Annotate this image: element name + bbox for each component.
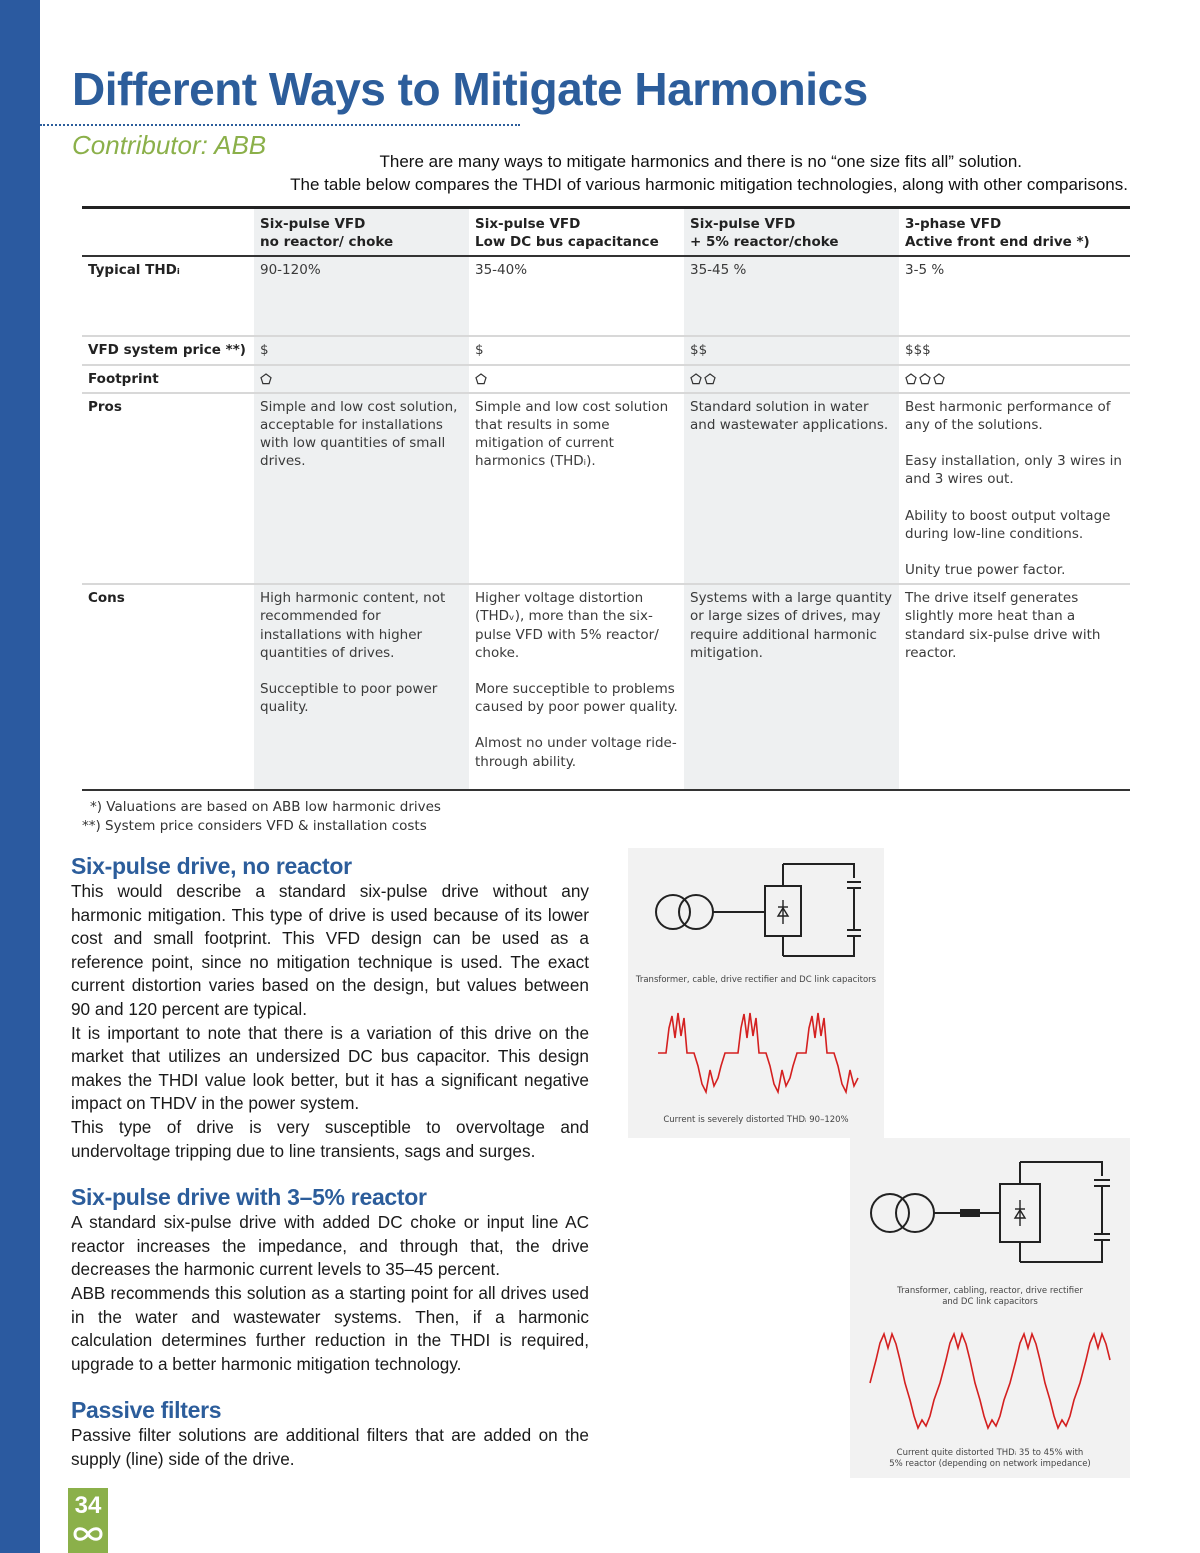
title-dotted-rule: [40, 124, 520, 126]
table-header-empty: [82, 209, 254, 255]
column-header: Six-pulse VFD Low DC bus capacitance: [475, 216, 659, 251]
footprint-icons: [475, 373, 487, 385]
table-cell: $: [475, 342, 484, 359]
column-header: 3-phase VFD Active front end drive *): [905, 216, 1090, 251]
cell-paragraph: Simple and low cost solution, acceptable for installations with low quantities of small drives.: [260, 398, 458, 470]
figure-caption: Current quite distorted THDᵢ 35 to 45% with: [896, 1448, 1084, 1458]
cell-paragraph: Succeptible to poor power quality.: [260, 681, 438, 716]
table-cell: $$: [684, 337, 899, 363]
body-paragraph: A standard six-pulse drive with added DC choke or input line AC reactor increases the impedance, and through that, the drive decreases the harmonic current levels to 35–45 percent.: [71, 1212, 589, 1280]
section-no-reactor: [71, 852, 589, 1163]
footprint-icons: [905, 373, 945, 385]
table-cell: [469, 366, 684, 392]
row-label: Typical THDᵢ: [88, 262, 180, 279]
figure-caption: Transformer, cable, drive rectifier and DC link capacitors: [635, 975, 877, 985]
column-header: Six-pulse VFD + 5% reactor/choke: [684, 209, 899, 255]
pentagon-icon: [475, 373, 487, 385]
table-cell: [469, 585, 684, 789]
distorted-current-waveform: [870, 1334, 1110, 1428]
section-heading: Passive filters: [71, 1397, 222, 1424]
page-title: Different Ways to Mitigate Harmonics: [72, 63, 868, 115]
table-cell: [684, 394, 899, 583]
row-footprint: [82, 366, 1130, 394]
intro-line-2: The table below compares the THDI of various harmonic mitigation technologies, along with other comparisons.: [290, 175, 1128, 194]
footprint-icons: [260, 373, 272, 385]
pentagon-icon: [260, 373, 272, 385]
table-cell: [254, 394, 469, 583]
table-cell: [254, 585, 469, 789]
body-paragraph: This would describe a standard six-pulse drive without any harmonic mitigation. This type of drive is used because of its lower cost and small footprint. This VFD design can be used as a reference point, since no mitigation technique is used. The exact current distortion varies based on the design, but values between 90 and 120 percent are typical.: [71, 881, 589, 1019]
body-paragraph: This type of drive is very susceptible to overvoltage and undervoltage tripping due to line transients, sags and surges.: [71, 1116, 589, 1161]
cell-paragraph: Unity true power factor.: [905, 562, 1066, 579]
column-header: Six-pulse VFD no reactor/ choke: [254, 209, 469, 255]
figure-caption: 5% reactor (depending on network impedance): [889, 1459, 1091, 1469]
cell-paragraph: More succeptible to problems caused by poor power quality.: [475, 681, 678, 716]
table-cell: 35-45 %: [684, 257, 899, 335]
table-cell: [899, 394, 1130, 583]
table-cell: 3-5 %: [905, 262, 945, 279]
body-text-column: [71, 852, 589, 1491]
table-cell: [469, 394, 684, 583]
table-cell: $$$: [905, 342, 931, 359]
section-heading: Six-pulse drive, no reactor: [71, 853, 352, 879]
section-heading: Six-pulse drive with 3–5% reactor: [71, 1184, 427, 1211]
figure-six-pulse-no-reactor: [628, 848, 884, 1138]
reactor-icon: [960, 1209, 980, 1217]
figure-caption: Transformer, cabling, reactor, drive rectifier: [897, 1286, 1083, 1296]
body-paragraph: ABB recommends this solution as a starting point for all drives used in the water and wastewater systems. Then, if a harmonic calculation determines further reduction in the THDI is required, upgrade to a better harmonic mitigation technology.: [71, 1282, 589, 1374]
cell-paragraph: Ability to boost output voltage during low-line conditions.: [905, 507, 1111, 542]
cell-paragraph: The drive itself generates slightly more heat than a standard six-pulse drive with reactor.: [905, 590, 1101, 661]
row-label: Pros: [88, 398, 122, 415]
footnote-1: *) Valuations are based on ABB low harmonic drives: [90, 799, 441, 815]
row-system-price: [82, 337, 1130, 365]
cell-paragraph: Systems with a large quantity or large sizes of drives, may require additional harmonic mitigation.: [690, 590, 892, 661]
page-number: 34: [74, 1492, 102, 1519]
distorted-current-waveform: [658, 1013, 858, 1092]
contributor-line: Contributor: ABB: [72, 130, 267, 160]
cell-paragraph: Higher voltage distortion (THDᵥ), more than the six-pulse VFD with 5% reactor/ choke.: [475, 590, 659, 661]
table-cell: [254, 366, 469, 392]
table-cell: [899, 585, 1130, 789]
table-footnotes: [82, 798, 441, 836]
section-passive-filters: [71, 1396, 589, 1471]
table-cell: [684, 585, 899, 789]
row-label: VFD system price **): [88, 342, 246, 359]
table-cell: 90-120%: [254, 257, 469, 335]
body-paragraph: It is important to note that there is a variation of this drive on the market that utilizes an undersized DC bus capacitor. This design makes the THDI value look better, but it has a significant negative impact on THDV in the power system.: [71, 1022, 589, 1114]
pentagon-icon: [933, 373, 945, 385]
table-cell: [684, 366, 899, 392]
cell-paragraph: Almost no under voltage ride-through ability.: [475, 735, 677, 770]
comparison-table: [82, 206, 1130, 791]
table-cell: $: [254, 337, 469, 363]
row-typical-thd: [82, 257, 1130, 337]
circuit-diagram-no-reactor: [628, 848, 884, 1138]
figure-caption: Current is severely distorted THDᵢ 90–120%: [663, 1115, 849, 1125]
pentagon-icon: [919, 373, 931, 385]
figure-caption: and DC link capacitors: [942, 1297, 1038, 1307]
table-header-row: [82, 209, 1130, 257]
cell-paragraph: High harmonic content, not recommended for installations with higher quantities of drives.: [260, 590, 446, 661]
circuit-diagram-with-reactor: [850, 1138, 1130, 1478]
row-cons: [82, 585, 1130, 791]
table-cell: 35-40%: [475, 262, 528, 279]
footprint-icons: [690, 373, 716, 385]
pentagon-icon: [690, 373, 702, 385]
body-paragraph: Passive filter solutions are additional filters that are added on the supply (line) side of the drive.: [71, 1425, 589, 1469]
page-number-badge: [68, 1488, 108, 1553]
infinity-icon: [72, 1524, 104, 1544]
cell-paragraph: Best harmonic performance of any of the solutions.: [905, 398, 1111, 434]
left-sidebar-band: [0, 0, 40, 1553]
cell-paragraph: Standard solution in water and wastewater applications.: [690, 398, 889, 434]
pentagon-icon: [905, 373, 917, 385]
figure-six-pulse-with-reactor: [850, 1138, 1130, 1478]
table-cell: [899, 366, 1130, 392]
section-with-reactor: [71, 1183, 589, 1376]
row-label: Footprint: [88, 370, 159, 387]
cell-paragraph: Easy installation, only 3 wires in and 3 wires out.: [905, 453, 1122, 488]
cell-paragraph: Simple and low cost solution that results in some mitigation of current harmonics (THDᵢ).: [475, 398, 669, 470]
footnote-2: **) System price considers VFD & installation costs: [82, 818, 427, 834]
intro-line-1: There are many ways to mitigate harmonics and there is no “one size fits all” solution.: [379, 152, 1022, 171]
intro-text: [228, 150, 1128, 196]
pentagon-icon: [704, 373, 716, 385]
row-label: Cons: [88, 590, 125, 607]
row-pros: [82, 394, 1130, 585]
